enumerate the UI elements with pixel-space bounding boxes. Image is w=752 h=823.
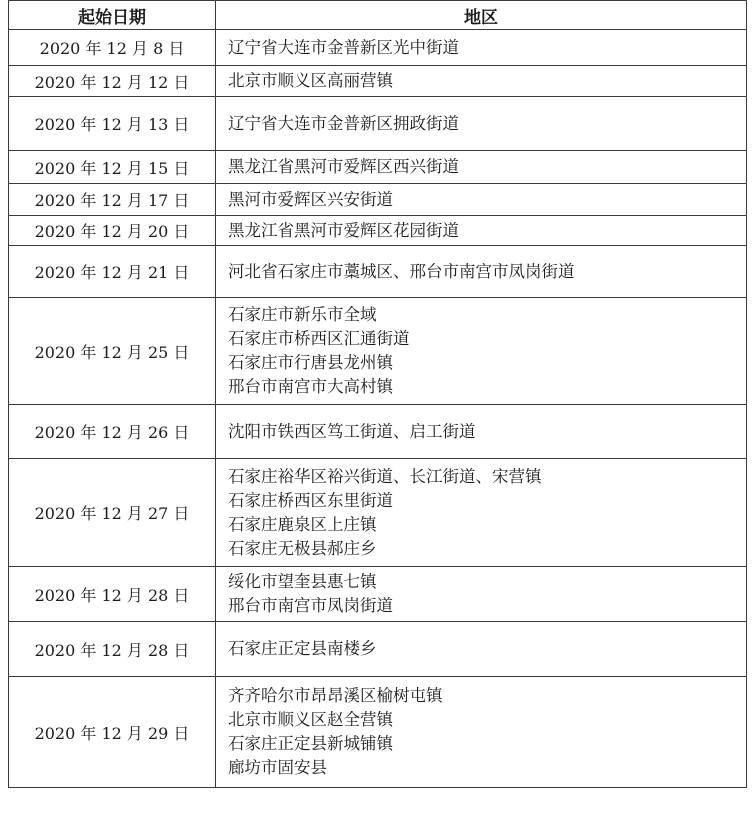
region-cell <box>216 246 747 298</box>
start-date-cell: 2020 年 12 月 28 日 <box>9 567 216 622</box>
region-cell <box>216 66 747 97</box>
header-start-date: 起始日期 <box>9 1 216 30</box>
region-line: 廊坊市固安县 <box>228 758 327 777</box>
table-row <box>9 567 747 622</box>
region-cell <box>216 677 747 788</box>
region-line: 邢台市南宫市凤岗街道 <box>228 596 393 615</box>
region-line: 辽宁省大连市金普新区光中街道 <box>228 37 459 57</box>
region-cell <box>216 622 747 677</box>
table-row <box>9 184 747 216</box>
start-date-cell: 2020 年 12 月 27 日 <box>9 459 216 567</box>
region-cell <box>216 30 747 66</box>
region-line: 北京市顺义区高丽营镇 <box>228 71 393 90</box>
table-row <box>9 622 747 677</box>
region-line: 石家庄市桥西区汇通街道 <box>228 329 410 348</box>
start-date-cell: 2020 年 12 月 8 日 <box>9 30 216 66</box>
table-row <box>9 405 747 459</box>
region-line: 齐齐哈尔市昂昂溪区榆树屯镇 <box>228 686 443 705</box>
data-table <box>8 0 747 788</box>
table-row <box>9 677 747 788</box>
table-row <box>9 246 747 298</box>
start-date-cell: 2020 年 12 月 25 日 <box>9 298 216 405</box>
start-date-cell: 2020 年 12 月 12 日 <box>9 66 216 97</box>
region-line: 石家庄正定县南楼乡 <box>228 639 377 658</box>
table-row <box>9 97 747 151</box>
region-line: 绥化市望奎县惠七镇 <box>228 572 377 591</box>
region-line: 黑龙江省黑河市爱辉区西兴街道 <box>228 157 459 176</box>
start-date-cell: 2020 年 12 月 29 日 <box>9 677 216 788</box>
start-date-cell: 2020 年 12 月 13 日 <box>9 97 216 151</box>
region-line: 河北省石家庄市藁城区、邢台市南宫市凤岗街道 <box>228 261 575 281</box>
region-line: 石家庄桥西区东里街道 <box>228 490 393 510</box>
start-date-cell: 2020 年 12 月 26 日 <box>9 405 216 459</box>
start-date-cell: 2020 年 12 月 15 日 <box>9 151 216 184</box>
region-cell <box>216 567 747 622</box>
region-line: 石家庄正定县新城铺镇 <box>228 734 393 753</box>
table-body <box>9 30 747 788</box>
region-cell <box>216 405 747 459</box>
region-cell <box>216 184 747 216</box>
region-line: 石家庄裕华区裕兴街道、长江街道、宋营镇 <box>228 466 542 486</box>
region-line: 石家庄无极县郝庄乡 <box>228 538 377 558</box>
region-cell <box>216 298 747 405</box>
start-date-cell: 2020 年 12 月 28 日 <box>9 622 216 677</box>
start-date-cell: 2020 年 12 月 17 日 <box>9 184 216 216</box>
region-line: 北京市顺义区赵全营镇 <box>228 710 393 729</box>
table-row <box>9 151 747 184</box>
region-line: 黑龙江省黑河市爱辉区花园街道 <box>228 220 459 240</box>
region-cell <box>216 216 747 246</box>
table-row <box>9 216 747 246</box>
table-row <box>9 459 747 567</box>
table-header <box>9 1 747 30</box>
table-row <box>9 30 747 66</box>
region-cell <box>216 97 747 151</box>
header-row <box>9 1 747 30</box>
table-row <box>9 66 747 97</box>
region-line: 石家庄市新乐市全域 <box>228 305 377 324</box>
region-line: 辽宁省大连市金普新区拥政街道 <box>228 113 459 133</box>
start-date-cell: 2020 年 12 月 21 日 <box>9 246 216 298</box>
region-line: 黑河市爱辉区兴安街道 <box>228 189 393 209</box>
table-row <box>9 298 747 405</box>
header-region: 地区 <box>216 1 747 30</box>
region-line: 沈阳市铁西区笃工街道、启工街道 <box>228 421 476 441</box>
region-line: 邢台市南宫市大高村镇 <box>228 377 393 396</box>
region-line: 石家庄市行唐县龙州镇 <box>228 353 393 372</box>
region-line: 石家庄鹿泉区上庄镇 <box>228 514 377 534</box>
start-date-cell: 2020 年 12 月 20 日 <box>9 216 216 246</box>
region-cell <box>216 459 747 567</box>
region-cell <box>216 151 747 184</box>
